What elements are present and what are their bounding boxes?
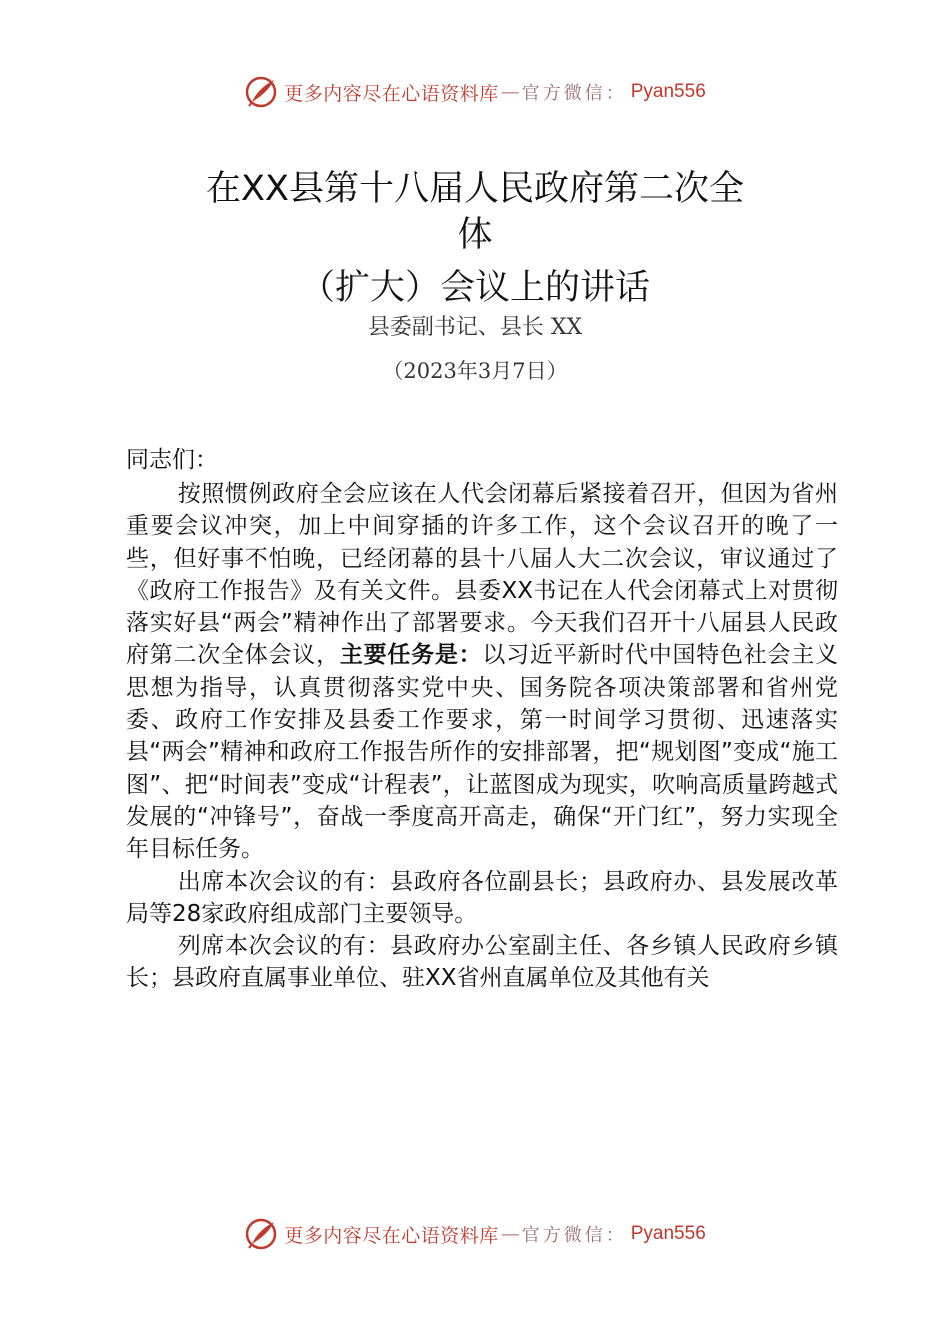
title-line-3: （扩大）会议上的讲话 [299,268,650,308]
watermark-id: Pyan556 [630,81,706,102]
watermark-text: 更多内容尽在心语资料库 [284,1224,499,1247]
footer-watermark [0,1214,950,1254]
main-task-emphasis: 主要任务是： [339,642,483,669]
watermark-id: Pyan556 [630,1223,706,1244]
feather-quill-logo-icon [244,75,278,109]
greeting: 同志们： [126,447,218,473]
paragraph-1-text-a: 按照惯例政府全会应该在人代会闭幕后紧接着召开，但因为省州重要会议冲突，加上中间穿插的许多工作，这个会议召开的晚了一些，但好事不怕晚，已经闭幕的县十八届人大二次会议，审议通过了《政府工作报告》及有关文件。县委XX书记在人代会闭幕式上对贯彻落实好县“两会”精神作出了部署要求。今天我们召开十八届县人民政府第二次全体会议， [126,481,838,669]
paragraph-1-text-b: 以习近平新时代中国特色社会主义思想为指导，认真贯彻落实党中央、国务院各项决策部署和省州党委、政府工作安排及县委工作要求，第一时间学习贯彻、迅速落实县“两会”精神和政府工作报告所作的安排部署，把“规划图”变成“施工图”、把“时间表”变成“计程表”，让蓝图成为现实，吹响高质量跨越式发展的“冲锋号”，奋战一季度高开高走，确保“开门红”，努力实现全年目标任务。 [126,642,839,863]
watermark-channel: 官方微信： [521,83,627,104]
watermark-text: 更多内容尽在心语资料库 [284,82,499,105]
title-line-2: 体 [457,215,493,255]
paragraph-3: 列席本次会议的有：县政府办公室副主任、各乡镇人民政府乡镇长；县政府直属事业单位、驻XX省州直属单位及其他有关 [126,933,838,992]
watermark-dash: — [500,81,520,103]
speech-body [126,478,838,995]
feather-quill-logo-icon [244,1217,278,1251]
paragraph-2: 出席本次会议的有：县政府各位副县长；县政府办、县发展改革局等28家政府组成部门主要领导。 [126,868,838,927]
paragraph-1 [126,478,838,866]
watermark-channel: 官方微信： [521,1225,627,1246]
title-line-1: 在XX县第十八届人民政府第二次全 [206,169,744,209]
speech-date: （2023年3月7日） [382,359,568,383]
header-watermark [0,72,950,112]
author-line: 县委副书记、县长 XX [367,315,583,340]
watermark-dash: — [500,1223,520,1245]
